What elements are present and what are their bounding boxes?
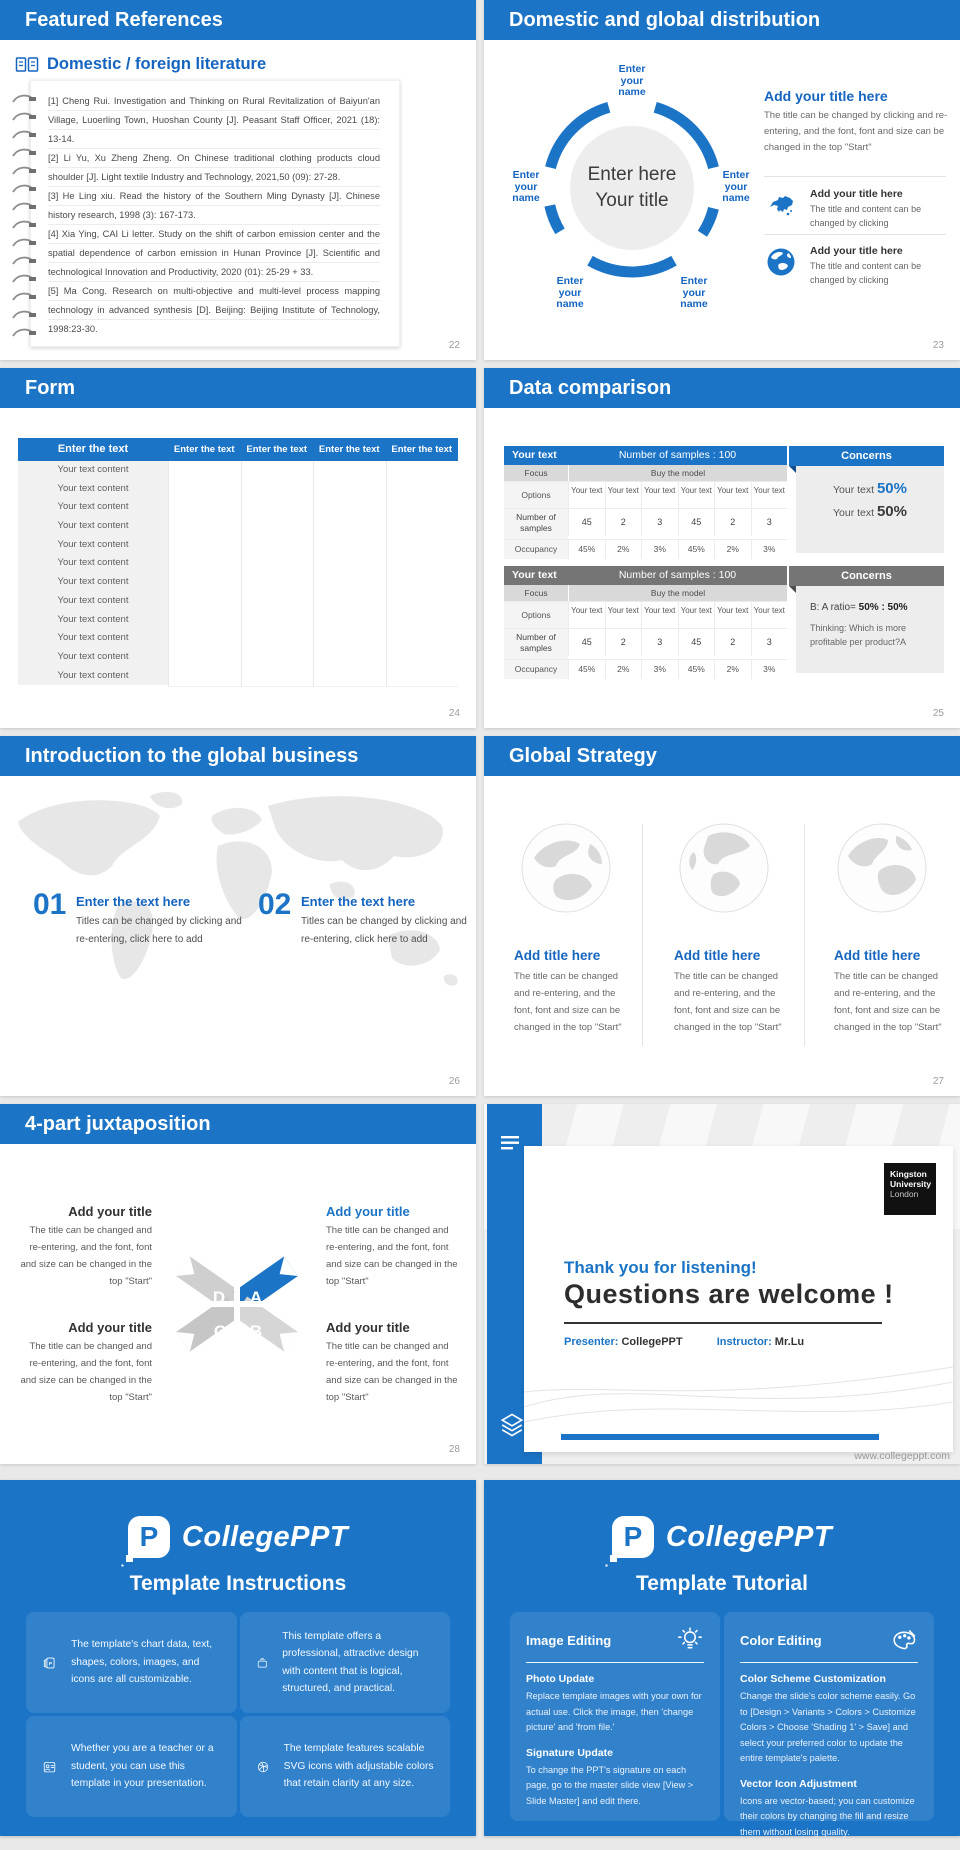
slide-global-strategy[interactable] <box>484 736 960 1096</box>
letter-c: C <box>213 1322 227 1341</box>
focus-label: Focus <box>504 465 568 481</box>
globe-gray-icon <box>678 822 770 914</box>
feature-cards <box>26 1612 450 1817</box>
empty-cell <box>241 573 314 594</box>
panel-heading: Template Tutorial <box>636 1572 808 1595</box>
thank-you-card <box>524 1146 953 1452</box>
block-body: The title can be changed and re-entering, and the font, font and size can be changed in the top "Start" <box>20 1341 152 1403</box>
samples-row: Number of samples 45 2 3 45 2 3 <box>504 628 787 659</box>
options-row: Options Your text Your text Your text Your text Your text Your text <box>504 481 787 508</box>
empty-cell <box>241 667 314 688</box>
pages-icon <box>42 1643 57 1683</box>
coil-icon <box>10 308 40 326</box>
empty-cell <box>241 480 314 501</box>
card-title: Color Editing <box>740 1632 822 1648</box>
empty-cell <box>241 498 314 519</box>
column-header: Enter the text <box>318 444 380 455</box>
empty-cell <box>241 611 314 632</box>
block-body: The title can be changed and re-entering, and the font, font and size can be changed in the top "Start" <box>326 1225 458 1287</box>
item-body: Titles can be changed by clicking and re-entering, click here to add <box>76 916 242 945</box>
presenter-label: Presenter: <box>564 1336 619 1348</box>
layers-icon <box>499 1412 525 1438</box>
page-number: 22 <box>448 340 460 351</box>
letter-b: B <box>249 1322 263 1341</box>
page-number: 23 <box>932 340 944 351</box>
row-label-cell: Your text content <box>18 611 168 632</box>
focus-label: Focus <box>504 585 568 601</box>
empty-cell <box>313 592 386 613</box>
column-title: Add title here <box>514 948 601 963</box>
concern-value-blue: 50% <box>876 480 907 497</box>
collegeppt-mark-icon: P <box>612 1516 654 1558</box>
list-item <box>764 245 948 287</box>
empty-cell <box>241 648 314 669</box>
column-header: Enter the text <box>57 443 129 455</box>
divider <box>740 1662 918 1663</box>
empty-cell <box>313 517 386 538</box>
column-header: Enter the text <box>173 444 235 455</box>
block-title: Add your title <box>326 1320 410 1335</box>
table-row <box>18 611 458 630</box>
empty-cell <box>313 648 386 669</box>
coil-icon <box>10 164 40 182</box>
thinking-line: Thinking: Which is more profitable per product?A <box>810 623 907 647</box>
letter-a: A <box>249 1288 263 1307</box>
section-body: Change the slide's color scheme easily. Go to [Design > Variants > Colors > Customize Colors > Choose 'Shading 1' > Save] and select your preferred color to update the entire template's palette. <box>740 1691 916 1763</box>
empty-cell <box>386 629 459 650</box>
row-label-cell: Your text content <box>18 498 168 519</box>
diagram-node: Enter your name <box>556 275 584 310</box>
slide-title-bar: 4-part juxtaposition <box>0 1104 476 1144</box>
coil-icon <box>10 128 40 146</box>
table-row <box>18 667 458 686</box>
dribbble-icon <box>256 1747 270 1787</box>
empty-cell <box>241 592 314 613</box>
item-body: The title and content can be changed by clicking <box>810 204 922 228</box>
instructor-label: Instructor: <box>716 1336 772 1348</box>
table-row <box>18 629 458 648</box>
china-map-icon <box>764 188 798 230</box>
palette-icon <box>890 1626 918 1654</box>
right-heading-body: The title can be changed by clicking and re-entering, and the font, font and size can be changed in the top "Start" <box>764 110 948 153</box>
data-table <box>18 438 458 685</box>
item-title: Add your title here <box>810 188 903 200</box>
ratio-line: B: A ratio= 50% : 50% <box>810 602 908 613</box>
center-line1: Enter here <box>587 164 677 185</box>
comparison-table-blue <box>504 446 787 559</box>
page-number: 27 <box>932 1076 944 1087</box>
concern-line: Your text 50% <box>832 503 907 520</box>
empty-cell <box>386 667 459 688</box>
table-subheader <box>504 465 787 481</box>
slide-title-bar: Form <box>0 368 476 408</box>
presenter-value: CollegePPT <box>621 1336 683 1348</box>
globe-icon <box>764 245 798 287</box>
brand-name: CollegePPT <box>181 1520 349 1553</box>
row-label-cell: Your text content <box>18 648 168 669</box>
diagram-node: Enter your name <box>512 169 540 204</box>
person-card-icon <box>42 1747 57 1787</box>
empty-cell <box>313 461 386 482</box>
empty-cell <box>168 461 241 482</box>
item-title: Enter the text here <box>76 894 191 909</box>
empty-cell <box>241 536 314 557</box>
lightbulb-icon <box>676 1626 704 1654</box>
table-row <box>18 573 458 592</box>
empty-cell <box>313 536 386 557</box>
empty-cell <box>313 611 386 632</box>
table-header <box>504 446 787 465</box>
pinwheel-graphic <box>162 1252 312 1362</box>
coil-icon <box>10 254 40 272</box>
coil-icon <box>10 236 40 254</box>
coil-icon <box>10 290 40 308</box>
university-logo <box>884 1163 936 1215</box>
table-row <box>18 461 458 480</box>
panel-heading: Template Instructions <box>129 1572 347 1595</box>
column-body: The title can be changed and re-entering, and the font, font and size can be changed in the top "Start" <box>674 971 782 1033</box>
occupancy-row: Occupancy 45% 2% 3% 45% 2% 3% <box>504 539 787 559</box>
table-header-row <box>18 438 458 461</box>
empty-cell <box>386 573 459 594</box>
row-label-cell: Your text content <box>18 592 168 613</box>
tutorial-card-image-editing <box>510 1612 720 1821</box>
section-body: Replace template images with your own for actual use. Click the image, then 'change picture' and 'from file.' <box>526 1691 702 1732</box>
row-label-cell: Your text content <box>18 667 168 688</box>
empty-cell <box>313 554 386 575</box>
concern-line: Your text 50% <box>832 480 907 497</box>
table-row <box>18 517 458 536</box>
coil-icon <box>10 200 40 218</box>
right-heading: Add your title here <box>764 88 888 104</box>
divider <box>764 176 946 177</box>
coil-icon <box>10 182 40 200</box>
focus-value: Buy the model <box>569 585 787 601</box>
reference-item: [5] Ma Cong. Research on multi-objective and multi-level process mapping technology in advanced synthesis [D]. Beijing: Beijing Institute of Technology, 1998:23-30. <box>48 286 380 334</box>
empty-cell <box>313 498 386 519</box>
divider <box>526 1662 704 1663</box>
tutorial-panel <box>484 1480 960 1836</box>
header-right: Number of samples : 100 <box>618 449 737 461</box>
block-title: Add your title <box>68 1320 152 1335</box>
logo-line: Kingston <box>890 1169 927 1179</box>
occupancy-row: Occupancy 45% 2% 3% 45% 2% 3% <box>504 659 787 679</box>
diagram-center <box>570 126 694 250</box>
column-title: Add title here <box>674 948 761 963</box>
empty-cell <box>313 629 386 650</box>
empty-cell <box>313 480 386 501</box>
block-title: Add your title <box>326 1204 410 1219</box>
card-text: The template's chart data, text, shapes, colors, images, and icons are all customizable. <box>71 1639 213 1686</box>
coil-icon <box>10 92 40 110</box>
table-body <box>18 461 458 685</box>
open-book-icon <box>15 56 39 74</box>
table-row <box>18 480 458 499</box>
concerns-header: Concerns <box>789 566 944 586</box>
divider <box>764 234 946 235</box>
hamburger-icon <box>501 1136 519 1150</box>
slide-title-bar: Global Strategy <box>484 736 960 776</box>
item-title: Add your title here <box>810 245 903 257</box>
row-label-cell: Your text content <box>18 554 168 575</box>
item-body: Titles can be changed by clicking and re-entering, click here to add <box>301 916 467 945</box>
concerns-header: Concerns <box>789 446 944 466</box>
coil-icon <box>10 272 40 290</box>
divider <box>642 824 643 1046</box>
reference-item: [3] He Ling xiu. Read the history of the Southern Ming Dynasty [J]. Chinese history research, 1998 (3): 167-173. <box>48 191 380 220</box>
reference-list <box>48 92 380 332</box>
feature-card <box>240 1716 451 1817</box>
thanks-title: Questions are welcome ! <box>564 1279 894 1309</box>
row-label-cell: Your text content <box>18 517 168 538</box>
box-icon <box>256 1643 269 1683</box>
table-header <box>504 566 787 585</box>
underline <box>564 1322 882 1324</box>
block-body: The title can be changed and re-entering, and the font, font and size can be changed in the top "Start" <box>326 1341 458 1403</box>
mesh-decoration <box>524 1337 953 1432</box>
row-label-cell: Your text content <box>18 536 168 557</box>
section-body: Icons are vector-based; you can customize their colors by changing the fill and resize them without losing quality. <box>740 1795 915 1837</box>
section-title: Vector Icon Adjustment <box>740 1777 857 1790</box>
empty-cell <box>313 667 386 688</box>
empty-cell <box>241 629 314 650</box>
table-subheader <box>504 585 787 601</box>
empty-cell <box>386 461 459 482</box>
slide-distribution[interactable] <box>484 0 960 360</box>
header-left: Your text <box>512 449 557 461</box>
brand-logo <box>0 1516 476 1558</box>
column-header: Enter the text <box>246 444 308 455</box>
slide-title-bar: Domestic and global distribution <box>484 0 960 40</box>
row-label-cell: Your text content <box>18 629 168 650</box>
empty-cell <box>168 536 241 557</box>
options-row: Options Your text Your text Your text Your text Your text Your text <box>504 601 787 628</box>
card-text: This template offers a professional, attractive design with content that is logical, structured, and practical. <box>282 1630 419 1694</box>
page-number: 25 <box>932 708 944 719</box>
slide-juxtaposition[interactable] <box>0 1104 476 1464</box>
empty-cell <box>386 648 459 669</box>
empty-cell <box>386 498 459 519</box>
concern-value-dark: 50% <box>876 503 907 520</box>
table-row <box>18 592 458 611</box>
item-body: The title and content can be changed by clicking <box>810 261 922 285</box>
feature-card <box>26 1716 237 1817</box>
item-number: 01 <box>33 888 67 921</box>
column-body: The title can be changed and re-entering, and the font, font and size can be changed in the top "Start" <box>514 971 622 1033</box>
thanks-subtitle: Thank you for listening! <box>564 1258 757 1277</box>
table-row <box>18 554 458 573</box>
tutorial-card-color-editing <box>724 1612 934 1837</box>
coil-icon <box>10 146 40 164</box>
empty-cell <box>241 554 314 575</box>
reference-item: [2] Li Yu, Xu Zheng Zheng. On Chinese traditional clothing products cloud shoulder [J]. Light textile Industry and Technology, 2021,50 (09): 27-28. <box>48 153 380 182</box>
coil-icon <box>10 218 40 236</box>
globe-gray-icon <box>520 822 612 914</box>
logo-line: University <box>890 1179 932 1189</box>
table-row <box>18 498 458 517</box>
diagram-node: Enter your name <box>722 169 750 204</box>
empty-cell <box>386 536 459 557</box>
header-right: Number of samples : 100 <box>618 569 737 581</box>
section-body: To change the PPT's signature on each page, go to the master slide view [View > Slide Master] and edit there. <box>526 1764 694 1806</box>
coil-icon <box>10 326 40 344</box>
column-header: Enter the text <box>391 444 453 455</box>
divider <box>804 824 805 1046</box>
empty-cell <box>168 573 241 594</box>
slide-thank-you[interactable] <box>484 1104 960 1464</box>
page-number: 28 <box>448 1444 460 1455</box>
svg-text:P: P <box>48 1661 53 1667</box>
page-number: 24 <box>448 708 460 719</box>
reference-item: [4] Xia Ying, CAI Li letter. Study on the shift of carbon emission center and the spatial dependence of carbon emission in Hunan Province [J]. Scientific and technological Innovation and Productivity, 2020 (01): 25-29 + 33. <box>48 229 380 277</box>
section-heading <box>15 55 266 74</box>
slide-title-bar: Featured References <box>0 0 476 40</box>
empty-cell <box>168 629 241 650</box>
instructions-panel <box>0 1480 476 1836</box>
empty-cell <box>168 667 241 688</box>
collegeppt-mark-icon: P <box>128 1516 170 1558</box>
card-text: Whether you are a teacher or a student, you can use this template in your presentation. <box>71 1743 214 1790</box>
feature-card <box>26 1612 237 1713</box>
slide-global-business[interactable] <box>0 736 476 1096</box>
slide-featured-references[interactable] <box>0 0 476 360</box>
section-title: Domestic / foreign literature <box>47 55 267 73</box>
column-body: The title can be changed and re-entering, and the font, font and size can be changed in the top "Start" <box>834 971 942 1033</box>
list-item <box>764 188 948 230</box>
slide-title-bar: Introduction to the global business <box>0 736 476 776</box>
empty-cell <box>313 573 386 594</box>
table-row <box>18 536 458 555</box>
header-left: Your text <box>512 569 557 581</box>
card-text: The template features scalable SVG icons with adjustable colors that retain clarity at any size. <box>283 1743 434 1790</box>
empty-cell <box>168 611 241 632</box>
letter-d: D <box>212 1288 226 1307</box>
concerns-box-gray <box>796 566 944 673</box>
card-title: Image Editing <box>526 1632 612 1648</box>
circular-diagram <box>492 48 772 328</box>
empty-cell <box>386 554 459 575</box>
slide-title-bar: Data comparison <box>484 368 960 408</box>
empty-cell <box>386 480 459 501</box>
empty-cell <box>168 592 241 613</box>
coil-icon <box>10 110 40 128</box>
feature-card <box>240 1612 451 1713</box>
block-title: Add your title <box>68 1204 152 1219</box>
empty-cell <box>386 517 459 538</box>
slide-form[interactable] <box>0 368 476 728</box>
empty-cell <box>168 648 241 669</box>
website-url: www.collegeppt.com <box>854 1450 950 1462</box>
reference-item: [1] Cheng Rui. Investigation and Thinking on Rural Revitalization of Baiyun'an Village, Luoerling Town, Huoshan County [J]. Peasant Staff Officer, 2021 (18): 13-14. <box>48 96 380 144</box>
concerns-box-blue <box>796 446 944 553</box>
center-line2: Your title <box>595 190 669 211</box>
row-label-cell: Your text content <box>18 461 168 482</box>
empty-cell <box>241 517 314 538</box>
block-body: The title can be changed and re-entering, and the font, font and size can be changed in the top "Start" <box>20 1225 152 1287</box>
spiral-binding <box>10 92 40 344</box>
brand-name: CollegePPT <box>665 1520 833 1553</box>
focus-value: Buy the model <box>569 465 787 481</box>
section-title: Photo Update <box>526 1673 595 1685</box>
comparison-table-gray <box>504 566 787 679</box>
slide-data-comparison[interactable] <box>484 368 960 728</box>
table-row <box>18 648 458 667</box>
column-title: Add title here <box>834 948 921 963</box>
row-label-cell: Your text content <box>18 573 168 594</box>
empty-cell <box>168 554 241 575</box>
empty-cell <box>386 611 459 632</box>
page-number: 26 <box>448 1076 460 1087</box>
empty-cell <box>168 498 241 519</box>
section-title: Color Scheme Customization <box>740 1673 886 1685</box>
logo-line: London <box>890 1189 919 1199</box>
samples-row: Number of samples 45 2 3 45 2 3 <box>504 508 787 539</box>
brand-logo <box>484 1516 960 1558</box>
empty-cell <box>386 592 459 613</box>
accent-bar <box>561 1434 879 1440</box>
globe-gray-icon <box>836 822 928 914</box>
row-label-cell: Your text content <box>18 480 168 501</box>
empty-cell <box>168 480 241 501</box>
empty-cell <box>241 461 314 482</box>
diagram-node: Enter your name <box>680 275 708 310</box>
diagram-node: Enter your name <box>618 63 646 98</box>
empty-cell <box>168 517 241 538</box>
item-title: Enter the text here <box>301 894 416 909</box>
instructor-value: Mr.Lu <box>774 1336 805 1348</box>
item-number: 02 <box>258 888 292 921</box>
section-title: Signature Update <box>526 1746 613 1759</box>
